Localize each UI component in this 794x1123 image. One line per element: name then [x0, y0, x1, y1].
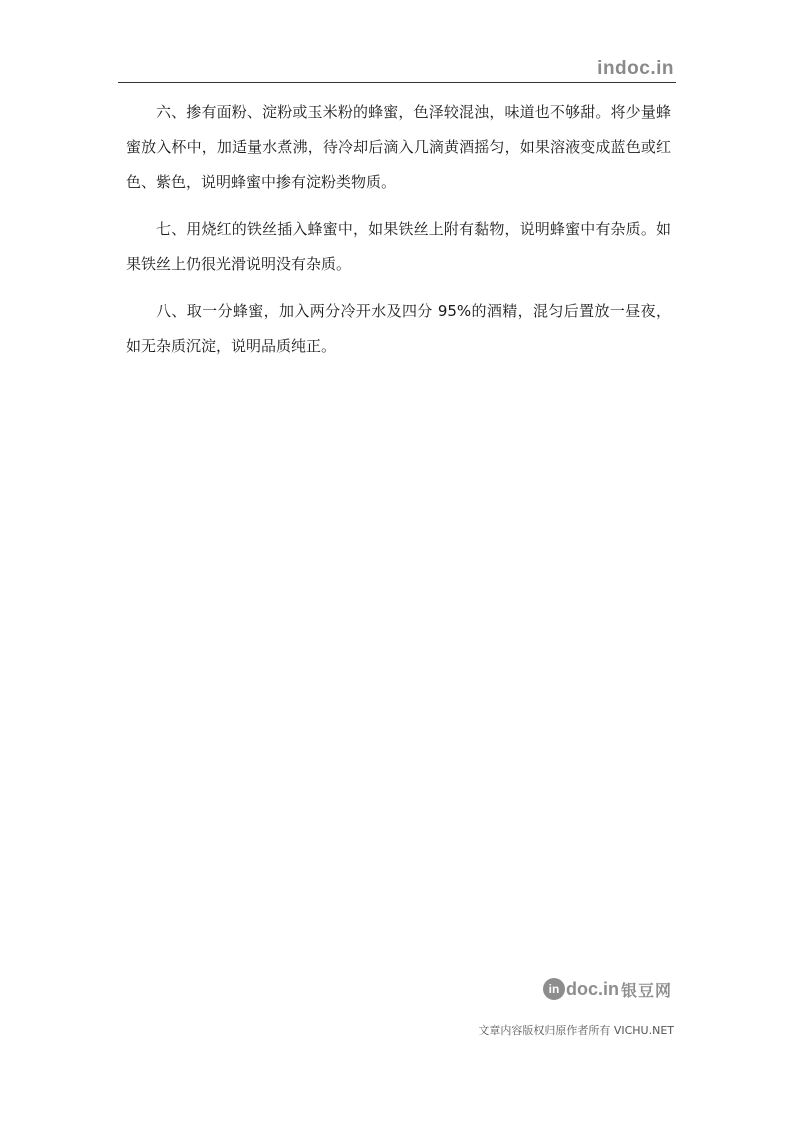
- paragraph-8: 八、取一分蜂蜜，加入两分冷开水及四分 95%的酒精，混匀后置放一昼夜，如无杂质沉淀，说明品质纯正。: [126, 302, 671, 355]
- logo-text: doc.in: [565, 978, 619, 999]
- document-body: [126, 95, 671, 376]
- header-brand-logo: indoc.in: [597, 58, 674, 79]
- paragraph-7: 七、用烧红的铁丝插入蜂蜜中，如果铁丝上附有黏物，说明蜂蜜中有杂质。如果铁丝上仍很光滑说明没有杂质。: [126, 220, 671, 273]
- logo-cjk-text: 银豆网: [620, 980, 672, 1000]
- paragraph-6: 六、掺有面粉、淀粉或玉米粉的蜂蜜，色泽较混浊，味道也不够甜。将少量蜂蜜放入杯中，加适量水煮沸，待冷却后滴入几滴黄酒摇匀，如果溶液变成蓝色或红色、紫色，说明蜂蜜中掺有淀粉类物质。: [126, 103, 671, 191]
- footer-copyright: 文章内容版权归原作者所有 VICHU.NET: [478, 1024, 674, 1037]
- footer-logo: [543, 977, 672, 1001]
- logo-badge-icon: in: [543, 978, 565, 1000]
- header-divider: [118, 82, 676, 83]
